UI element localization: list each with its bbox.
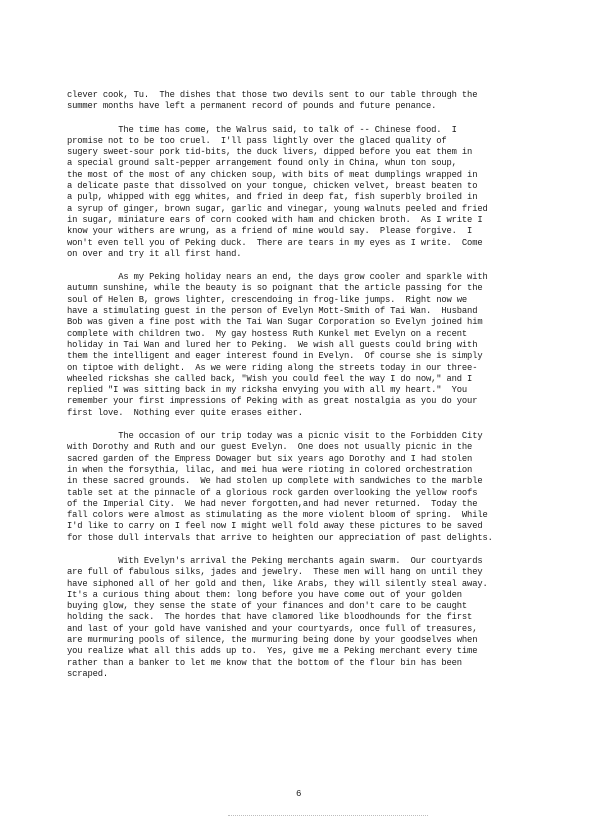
paragraph	[67, 556, 557, 680]
paragraph	[67, 272, 557, 419]
text-line: a delicate paste that dissolved on your tongue, chicken velvet, breast beaten to	[67, 181, 478, 192]
text-line: As my Peking holiday nears an end, the days grow cooler and sparkle with	[67, 272, 488, 283]
text-line: wheeled rickshas she called back, "Wish you could feel the way I do now," and I	[67, 373, 473, 384]
text-line: in when the forsythia, lilac, and mei hua were rioting in colored orchestration	[67, 464, 473, 475]
text-line: soul of Helen B, grows lighter, crescendoing in frog-like jumps. Right now we	[67, 294, 468, 305]
text-line: With Evelyn's arrival the Peking merchants again swarm. Our courtyards	[67, 555, 483, 566]
text-line: buying glow, they sense the state of your finances and don't care to be caught	[67, 601, 468, 612]
paragraph	[67, 90, 557, 113]
text-line: rather than a banker to let me know that the bottom of the flour bin has been	[67, 657, 462, 668]
text-line: holiday in Tai Wan and lured her to Peking. We wish all guests could bring with	[67, 339, 478, 350]
text-line: you realize what all this adds up to. Yes, give me a Peking merchant every time	[67, 646, 478, 657]
text-line: of the Imperial City. We had never forgotten,and had never returned. Today the	[67, 498, 478, 509]
paragraph	[67, 431, 557, 544]
text-line: sacred garden of the Empress Dowager but six years ago Dorothy and I had stolen	[67, 453, 473, 464]
text-line: It's a curious thing about them: long before you have come out of your golden	[67, 589, 462, 600]
footer-dotted-rule	[228, 815, 428, 816]
text-line: sugery sweet-sour pork tid-bits, the duck livers, dipped before you eat them in	[67, 147, 473, 158]
text-line: clever cook, Tu. The dishes that those two devils sent to our table through the	[67, 90, 478, 100]
text-line: on tiptoe with delight. As we were riding along the streets today in our three-	[67, 362, 478, 373]
text-line: the most of the most of any chicken soup, with bits of meat dumplings wrapped in	[67, 169, 478, 180]
text-line: in sugar, miniature ears of corn cooked with ham and chicken broth. As I write I	[67, 214, 483, 225]
text-line: know your withers are wrung, as a friend of mine would say. Please forgive. I	[67, 226, 473, 237]
text-line: holding the sack. The hordes that have clamored like bloodhounds for the first	[67, 612, 473, 623]
body-text	[67, 90, 557, 692]
text-line: fall colors were almost as stimulating as the more violent bloom of spring. While	[67, 510, 488, 521]
text-line: are full of fabulous silks, jades and jewelry. These men will hang on until they	[67, 567, 483, 578]
text-line: first love. Nothing ever quite erases either.	[67, 407, 303, 418]
text-line: The time has come, the Walrus said, to talk of -- Chinese food. I	[67, 124, 457, 135]
text-line: have a stimulating guest in the person of Evelyn Mott-Smith of Tai Wan. Husband	[67, 306, 478, 317]
text-line: them the intelligent and eager interest found in Evelyn. Of course she is simply	[67, 351, 483, 362]
text-line: The occasion of our trip today was a picnic visit to the Forbidden City	[67, 431, 483, 442]
text-line: on over and try it all first hand.	[67, 248, 242, 259]
text-line: Bob was given a fine post with the Tai Wan Sugar Corporation so Evelyn joined him	[67, 317, 483, 328]
text-line: scraped.	[67, 668, 109, 679]
paragraph	[67, 125, 557, 261]
text-line: for those dull intervals that arrive to heighten our appreciation of past delights.	[67, 532, 493, 543]
text-line: a special ground salt-pepper arrangement found only in China, whun ton soup,	[67, 158, 457, 169]
text-line: have siphoned all of her gold and then, like Arabs, they will silently steal away.	[67, 578, 488, 589]
text-line: and last of your gold have vanished and your courtyards, once full of treasures,	[67, 623, 478, 634]
text-line: table set at the pinnacle of a glorious rock garden overlooking the yellow roofs	[67, 487, 478, 498]
text-line: I'd like to carry on I feel now I might well fold away these pictures to be saved	[67, 521, 483, 532]
text-line: complete with children two. My gay hostess Ruth Kunkel met Evelyn on a recent	[67, 328, 468, 339]
text-line: are murmuring pools of silence, the murmuring being done by your goodselves when	[67, 635, 478, 646]
text-line: with Dorothy and Ruth and our guest Evelyn. One does not usually picnic in the	[67, 442, 473, 453]
text-line: a syrup of ginger, brown sugar, garlic and vinegar, young walnuts peeled and fried	[67, 203, 488, 214]
text-line: won't even tell you of Peking duck. There are tears in my eyes as I write. Come	[67, 237, 483, 248]
text-line: a pulp, whipped with egg whites, and fried in deep fat, fish superbly broiled in	[67, 192, 478, 203]
text-line: promise not to be too cruel. I'll pass lightly over the glaced quality of	[67, 135, 447, 146]
text-line: summer months have left a permanent record of pounds and future penance.	[67, 101, 437, 112]
text-line: remember your first impressions of Peking with as great nostalgia as you do your	[67, 396, 478, 407]
text-line: in these sacred grounds. We had stolen up complete with sandwiches to the marble	[67, 476, 483, 487]
page-number: 6	[296, 789, 302, 799]
text-line: replied "I was sitting back in my ricksha envying you with all my heart." You	[67, 385, 468, 396]
text-line: autumn sunshine, while the beauty is so poignant that the article passing for the	[67, 283, 483, 294]
